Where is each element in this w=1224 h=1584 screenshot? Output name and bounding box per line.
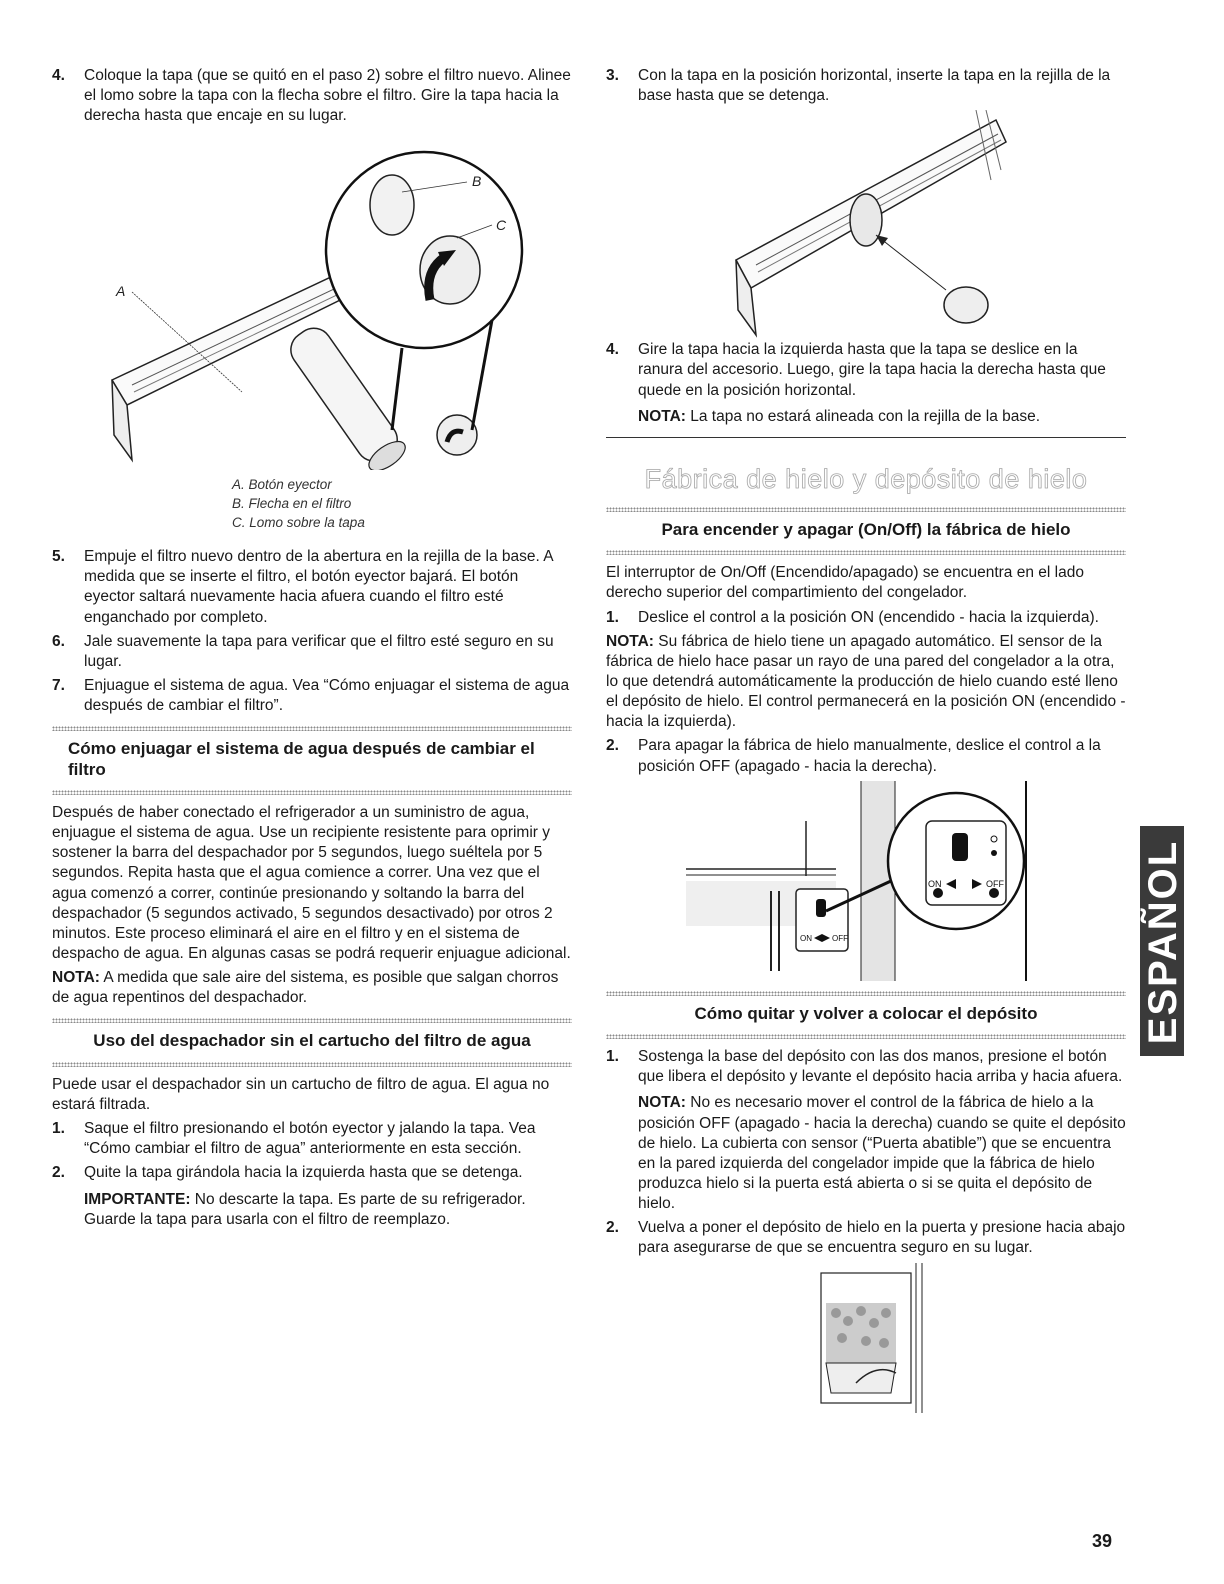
- section-divider: [606, 991, 1126, 996]
- step-text: Jale suavemente la tapa para verificar que el filtro esté seguro en su lugar.: [84, 632, 554, 670]
- note-text: A medida que sale aire del sistema, es posible que salgan chorros de agua repentinos del despachador.: [52, 969, 559, 1007]
- switch-on-small: ON: [800, 933, 812, 943]
- cap-note: [638, 407, 1126, 427]
- step-4-rotate-cap: [606, 340, 1126, 400]
- important-note: [84, 1190, 572, 1230]
- switch-off-small: OFF: [832, 933, 848, 943]
- caption-c: C. Lomo sobre la tapa: [232, 515, 365, 531]
- caption-a: A. Botón eyector: [232, 477, 332, 493]
- section-divider: [606, 507, 1126, 512]
- step-number: 2.: [606, 737, 619, 755]
- important-label: IMPORTANTE:: [84, 1190, 191, 1208]
- right-column: [606, 66, 1126, 1413]
- dispenser-step-2: [52, 1163, 572, 1183]
- note-label: NOTA:: [638, 1094, 686, 1112]
- section-divider: [52, 726, 572, 731]
- step-text: Vuelva a poner el depósito de hielo en la puerta y presione hacia abajo para asegurarse de que se encuentra seguro en su lugar.: [638, 1219, 1126, 1257]
- rinse-note: [52, 968, 572, 1008]
- icemaker-switch-illustration: [676, 781, 1056, 981]
- section-divider: [606, 1034, 1126, 1039]
- step-number: 4.: [606, 341, 619, 359]
- note-label: NOTA:: [52, 969, 100, 987]
- chapter-title: Fábrica de hielo y depósito de hielo: [644, 463, 1088, 494]
- note-label: NOTA:: [606, 632, 654, 650]
- step-text: Deslice el control a la posición ON (encendido - hacia la izquierda).: [638, 608, 1099, 626]
- icemaker-body: El interruptor de On/Off (Encendido/apagado) se encuentra en el lado derecho superior del compartimiento del congelador.: [606, 564, 1084, 602]
- label-a: A: [116, 283, 126, 300]
- step-number: 5.: [52, 548, 65, 566]
- step-number: 2.: [52, 1164, 65, 1182]
- step-text: Enjuague el sistema de agua. Vea “Cómo enjuagar el sistema de agua después de cambiar el filtro”.: [84, 676, 570, 715]
- language-tab-label: ESPAÑOL: [1141, 839, 1185, 1045]
- section-heading-dispenser: Uso del despachador sin el cartucho del filtro de agua: [93, 1031, 531, 1051]
- section-divider: [606, 550, 1126, 555]
- switch-on-large: ON: [928, 878, 942, 889]
- important-text: No descarte la tapa. Es parte de su refrigerador. Guarde la tapa para usarla con el filtro de reemplazo.: [84, 1190, 526, 1228]
- filter-cap-illustration: [72, 130, 552, 470]
- dispenser-body: Puede usar el despachador sin un cartucho de filtro de agua. El agua no estará filtrada.: [52, 1075, 550, 1113]
- section-rule: [606, 437, 1126, 438]
- step-7-rinse: [52, 676, 572, 716]
- step-number: 1.: [52, 1120, 65, 1138]
- bin-step-2: [606, 1218, 1126, 1258]
- note-text: La tapa no estará alineada con la rejilla de la base.: [685, 407, 1041, 425]
- step-3-insert-cap: [606, 66, 1126, 106]
- page-number: 39: [1092, 1531, 1113, 1551]
- label-c: C: [496, 217, 507, 234]
- note-text: Su fábrica de hielo tiene un apagado automático. El sensor de la fábrica de hielo hace pasar un rayo de una pared del congelador a la otra, lo que detendrá automáticamente la producción de hielo cuando esté lleno el depósito de hielo. El control permanecerá en la posición ON (encendido - hacia la izquierda).: [606, 632, 1126, 731]
- step-text: Quite la tapa girándola hacia la izquierda hasta que se detenga.: [84, 1164, 523, 1182]
- section-divider: [52, 1018, 572, 1023]
- step-text: Para apagar la fábrica de hielo manualmente, deslice el control a la posición OFF (apagado - hacia la derecha).: [638, 737, 1101, 775]
- step-number: 1.: [606, 1048, 619, 1066]
- icemaker-step-1: [606, 608, 1126, 628]
- step-number: 2.: [606, 1219, 619, 1237]
- caption-b: B. Flecha en el filtro: [232, 496, 352, 512]
- step-number: 6.: [52, 632, 65, 650]
- step-number: 3.: [606, 67, 619, 84]
- figure-captions: [232, 476, 572, 533]
- bin-step-1: [606, 1047, 1126, 1087]
- step-text: Con la tapa en la posición horizontal, inserte la tapa en la rejilla de la base hasta que se detenga.: [638, 67, 1111, 105]
- section-divider: [52, 1062, 572, 1067]
- step-4-replace-cap: [52, 66, 572, 126]
- step-text: Sostenga la base del depósito con las dos manos, presione el botón que libera el depósito y levante el depósito hacia arriba y hacia afuera.: [638, 1048, 1123, 1086]
- label-b: B: [472, 173, 482, 190]
- section-heading-rinse: Cómo enjuagar el sistema de agua después de cambiar el filtro: [68, 739, 535, 779]
- step-text: Empuje el filtro nuevo dentro de la abertura en la rejilla de la base. A medida que se inserte el filtro, el botón eyector bajará. El botón eyector saltará nuevamente hacia afuera cuando el filtro esté enganchado por completo.: [84, 548, 553, 626]
- bin-note: [638, 1093, 1126, 1214]
- step-text: Saque el filtro presionando el botón eyector y jalando la tapa. Vea “Cómo cambiar el filtro de agua” anteriormente en esta sección.: [84, 1120, 536, 1158]
- icemaker-note: [606, 632, 1126, 733]
- step-number: 7.: [52, 676, 65, 694]
- step-number: 1.: [606, 608, 619, 626]
- icemaker-step-2: [606, 736, 1126, 776]
- left-column: [52, 66, 572, 1234]
- rinse-body: Después de haber conectado el refrigerador a un suministro de agua, enjuague el sistema de agua. Use un recipiente resistente para oprimir y sostener la barra del despachador por 5 segundos, luego suéltela por 5 segundos. Repita hasta que el agua comience a correr. Una vez que el agua comenzó a correr, continúe presionando y soltando la barra del despachador (5 segundos activado, 5 segundos desactivado) por otros 2 minutos. Este proceso eliminará el aire en el filtro y en el sistema de despacho de agua. En algunas casas se podrá requerir enjuague adicional.: [52, 804, 571, 962]
- switch-off-large: OFF: [986, 878, 1004, 889]
- step-text: Coloque la tapa (que se quitó en el paso 2) sobre el filtro nuevo. Alinee el lomo sobre la tapa con la flecha sobre el filtro. Gire la tapa hacia la derecha hasta que encaje en su lugar.: [84, 67, 571, 125]
- cap-insert-illustration: [716, 110, 1016, 340]
- step-5-push-filter: [52, 547, 572, 628]
- note-text: No es necesario mover el control de la fábrica de hielo a la posición OFF (apagado - hacia la derecha) cuando se quite el depósito de hielo. La cubierta con sensor (“Puerta abatible”) que se encuentra en la pared izquierda del congelador impide que la fábrica de hielo produzca hielo si la puerta está abierta o si se quita el depósito de hielo.: [638, 1094, 1126, 1213]
- note-label: NOTA:: [638, 407, 686, 425]
- step-number: 4.: [52, 67, 65, 84]
- step-6-pull-cap: [52, 632, 572, 672]
- section-heading-bin: Cómo quitar y volver a colocar el depósito: [694, 1003, 1038, 1023]
- section-divider: [52, 790, 572, 795]
- section-heading-icemaker: Para encender y apagar (On/Off) la fábrica de hielo: [661, 519, 1071, 539]
- step-text: Gire la tapa hacia la izquierda hasta que la tapa se deslice en la ranura del accesorio. Luego, gire la tapa hacia la derecha hasta que quede en la posición horizontal.: [638, 341, 1106, 399]
- dispenser-step-1: [52, 1119, 572, 1159]
- ice-bin-illustration: [786, 1263, 946, 1413]
